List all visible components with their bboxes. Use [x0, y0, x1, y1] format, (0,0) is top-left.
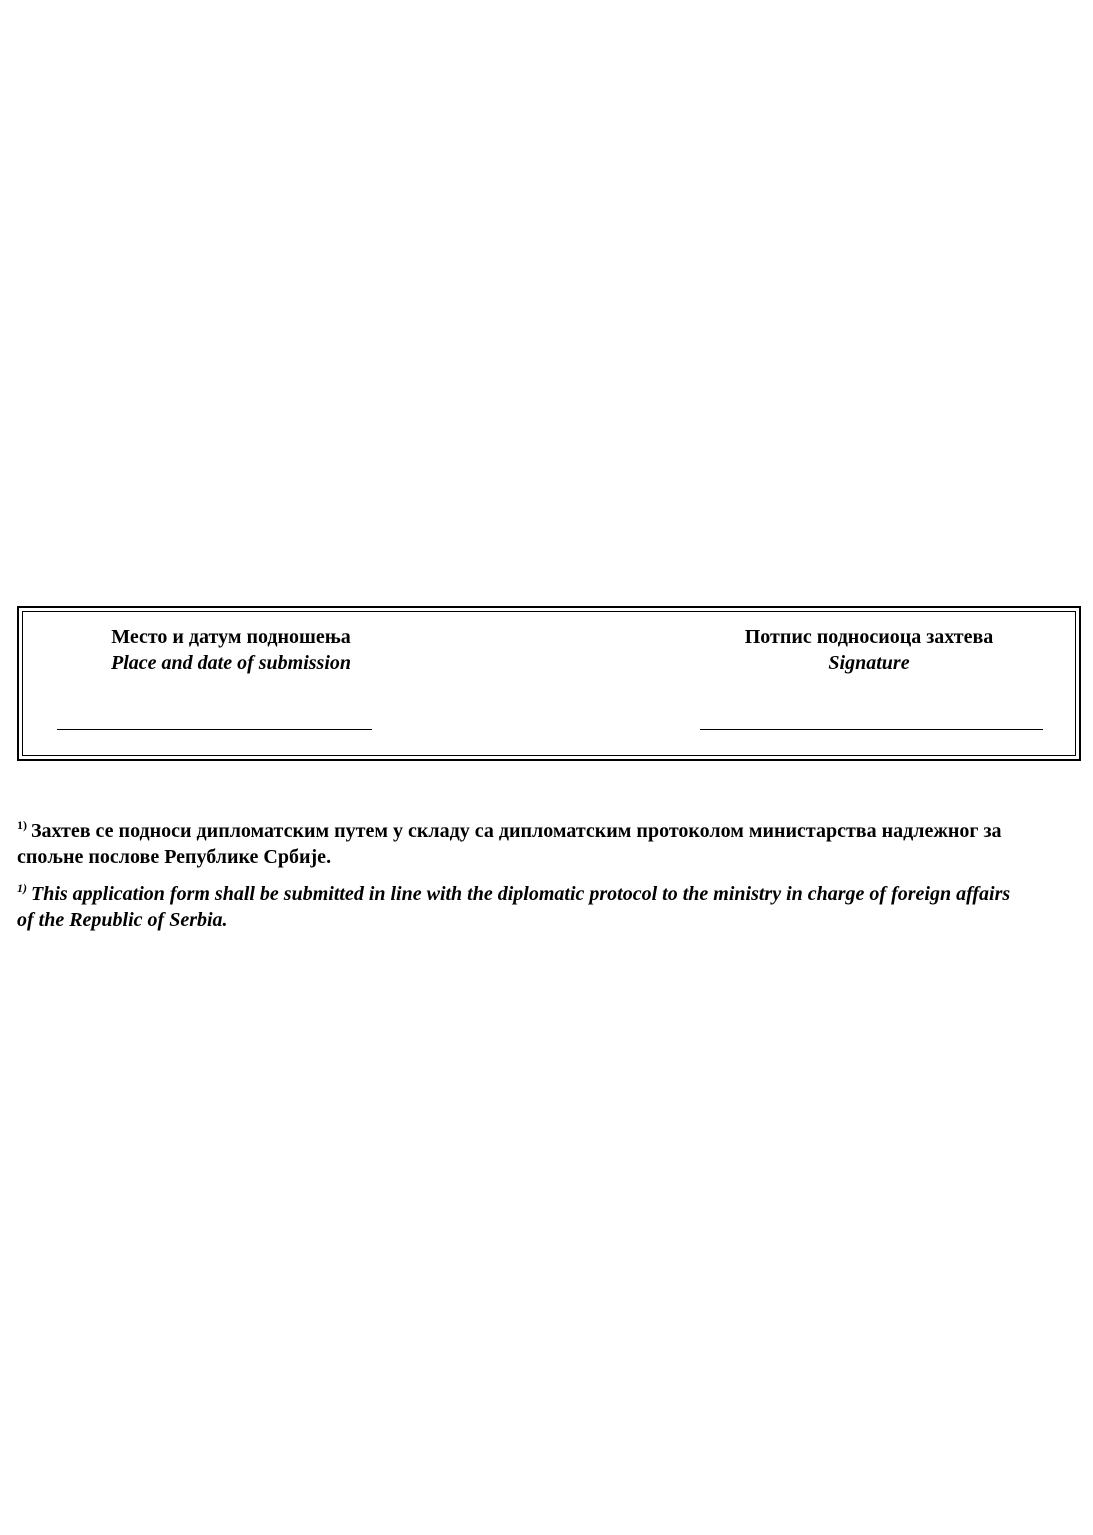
footnote-sr	[17, 818, 1017, 870]
footnote-text: This application form shall be submitted in line with the diplomatic protocol to the ministry in charge of foreign affairs of the Republic of Serbia.	[17, 883, 1011, 931]
footnote-marker: 1)	[17, 881, 27, 896]
footnote-marker: 1)	[17, 818, 27, 833]
signature-block	[719, 624, 1019, 676]
signature-label-sr: Потпис подносиоца захтева	[744, 626, 994, 648]
signature-line[interactable]	[700, 729, 1043, 730]
footnote-en	[17, 881, 1017, 933]
place-date-label-sr: Место и датум подношења	[111, 626, 351, 648]
signature-label-en: Signature	[828, 652, 910, 674]
place-date-label-en: Place and date of submission	[110, 652, 351, 674]
place-date-block	[81, 624, 381, 676]
place-date-line[interactable]	[57, 729, 372, 730]
footnote-text: Захтев се подноси дипломатским путем у складу са дипломатским протоколом министарства надлежног за спољне послове Републике Србије.	[17, 820, 1002, 868]
signature-box	[17, 606, 1081, 761]
